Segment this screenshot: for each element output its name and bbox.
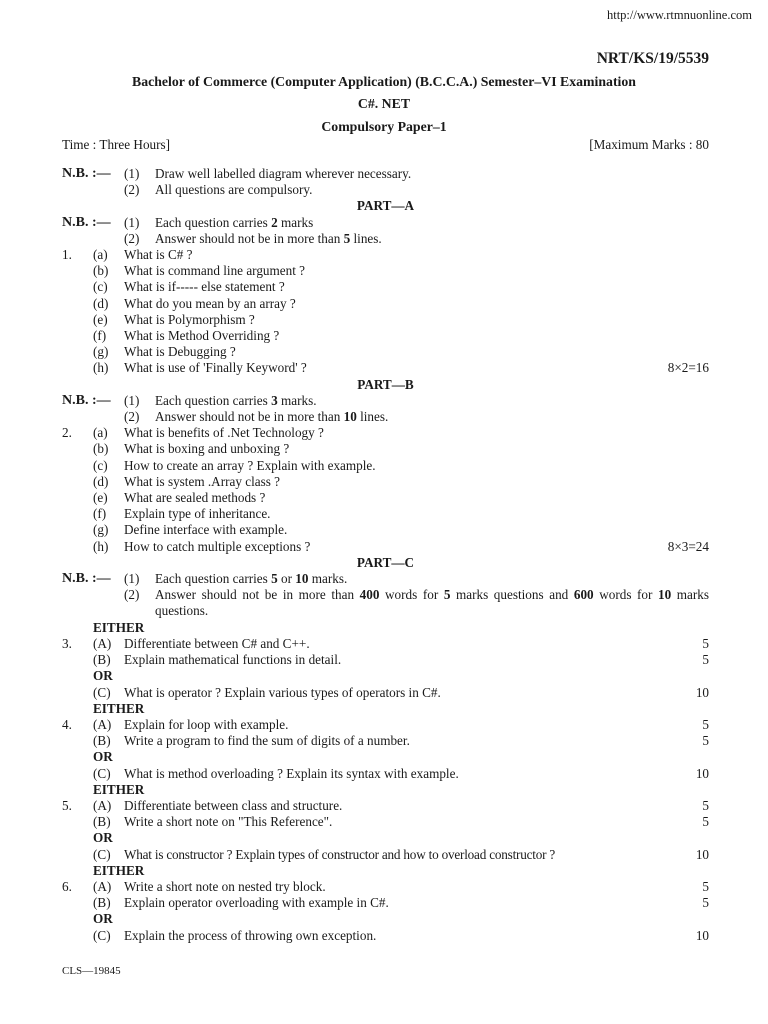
item-marks: 10 — [695, 927, 709, 943]
time-marks-line — [62, 137, 709, 153]
item-label: (A) — [93, 797, 112, 813]
question-number: 6. — [62, 878, 72, 894]
item-marks: 10 — [695, 846, 709, 862]
item-label: (a) — [93, 247, 108, 263]
part-c-note-2 — [62, 587, 709, 619]
question-item — [62, 490, 709, 506]
item-text: What is if----- else statement ? — [124, 279, 285, 295]
question-item — [62, 247, 709, 263]
item-label: (C) — [93, 846, 111, 862]
item-label: (b) — [93, 263, 109, 279]
item-label: (A) — [93, 878, 112, 894]
item-marks: 5 — [702, 716, 709, 732]
question-item — [62, 685, 709, 701]
question-number: 2. — [62, 425, 72, 441]
item-text: What is benefits of .Net Technology ? — [124, 425, 324, 441]
question-item — [62, 636, 709, 652]
item-label: (C) — [93, 765, 111, 781]
exam-title: Bachelor of Commerce (Computer Application) (B.C.C.A.) Semester–VI Examination — [132, 74, 636, 89]
note-number: (1) — [124, 571, 140, 587]
part-c-note-1 — [62, 571, 709, 587]
item-label: (B) — [93, 652, 111, 668]
note-number: (2) — [124, 182, 140, 198]
item-text: Explain the process of throwing own exception. — [124, 927, 377, 943]
general-note-2 — [62, 182, 709, 198]
note-text: Answer should not be in more than 5 lines. — [155, 230, 382, 246]
note-text: Draw well labelled diagram wherever necessary. — [155, 166, 412, 181]
note-text: Answer should not be in more than 10 lines. — [155, 409, 389, 425]
item-text: Explain type of inheritance. — [124, 506, 271, 522]
or-label: OR — [93, 830, 113, 846]
item-text: What is C# ? — [124, 247, 193, 263]
either-label: EITHER — [93, 700, 145, 716]
note-label: N.B. :— — [62, 214, 111, 230]
either-label: EITHER — [93, 781, 145, 797]
item-marks: 5 — [702, 797, 709, 813]
either-label: EITHER — [93, 619, 145, 635]
item-marks: 5 — [702, 895, 709, 911]
question-item — [62, 263, 709, 279]
item-marks: 10 — [695, 684, 709, 700]
item-label: (B) — [93, 895, 111, 911]
note-text: Each question carries 2 marks — [155, 214, 314, 230]
note-label: N.B. :— — [62, 571, 111, 587]
item-label: (f) — [93, 328, 107, 344]
item-label: (d) — [93, 295, 109, 311]
item-text: Write a short note on nested try block. — [124, 878, 326, 894]
question-item — [62, 441, 709, 457]
time-allowed: Time : Three Hours] — [62, 137, 171, 152]
item-marks: 5 — [702, 733, 709, 749]
question-item — [62, 879, 709, 895]
item-text: What is constructor ? Explain types of constructor and how to overload constructor ? — [124, 846, 556, 862]
or-label: OR — [93, 911, 113, 927]
item-label: (h) — [93, 360, 109, 376]
part-a-note-1 — [62, 215, 709, 231]
item-marks: 5 — [702, 814, 709, 830]
question-item — [62, 279, 709, 295]
item-text: Explain operator overloading with example in C#. — [124, 895, 389, 911]
note-text: Answer should not be in more than 400 words for 5 marks questions and 600 words for 10 marks questions. — [155, 587, 710, 619]
item-text: How to catch multiple exceptions ? — [124, 538, 311, 554]
item-label: (c) — [93, 457, 108, 473]
item-label: (f) — [93, 506, 107, 522]
item-marks: 10 — [695, 765, 709, 781]
item-marks: 5 — [702, 635, 709, 651]
item-text: What is Method Overriding ? — [124, 328, 280, 344]
item-text: How to create an array ? Explain with example. — [124, 457, 376, 473]
paper-code: NRT/KS/19/5539 — [596, 50, 709, 67]
note-text: Each question carries 5 or 10 marks. — [155, 571, 348, 587]
note-text: All questions are compulsory. — [155, 182, 313, 198]
item-text: What do you mean by an array ? — [124, 295, 296, 311]
question-item — [62, 847, 709, 863]
item-text: What is Polymorphism ? — [124, 311, 255, 327]
question-item — [62, 344, 709, 360]
item-label: (g) — [93, 344, 109, 360]
item-text: Write a short note on "This Reference". — [124, 814, 333, 830]
item-text: Explain for loop with example. — [124, 716, 289, 732]
question-item — [62, 312, 709, 328]
question-item — [62, 474, 709, 490]
item-label: (B) — [93, 814, 111, 830]
note-number: (1) — [124, 392, 140, 408]
question-item — [62, 652, 709, 668]
item-label: (g) — [93, 522, 109, 538]
question-item — [62, 296, 709, 312]
question-item — [62, 360, 709, 376]
part-c-title: PART—C — [356, 554, 415, 570]
item-label: (a) — [93, 425, 108, 441]
question-number: 1. — [62, 247, 72, 263]
item-label: (A) — [93, 716, 112, 732]
note-number: (2) — [124, 587, 140, 603]
or-label: OR — [93, 749, 113, 765]
question-item — [62, 928, 709, 944]
question-item — [62, 539, 709, 555]
item-text: Write a program to find the sum of digits of a number. — [124, 733, 410, 749]
item-text: What is Debugging ? — [124, 344, 236, 360]
item-text: What is boxing and unboxing ? — [124, 441, 290, 457]
note-label: N.B. :— — [62, 166, 111, 181]
item-marks: 8×2=16 — [667, 360, 709, 376]
item-label: (h) — [93, 538, 109, 554]
subject-title: C#. NET — [357, 96, 411, 111]
part-a-note-2 — [62, 231, 709, 247]
maximum-marks: [Maximum Marks : 80 — [589, 137, 709, 152]
question-item — [62, 458, 709, 474]
question-item — [62, 506, 709, 522]
question-item — [62, 798, 709, 814]
or-label: OR — [93, 668, 113, 684]
question-number: 3. — [62, 635, 72, 651]
question-item — [62, 717, 709, 733]
item-text: What is use of 'Finally Keyword' ? — [124, 360, 307, 376]
part-b-note-1 — [62, 393, 709, 409]
item-text: Explain mathematical functions in detail. — [124, 652, 342, 668]
note-number: (2) — [124, 230, 140, 246]
part-a-title: PART—A — [356, 198, 415, 214]
note-number: (1) — [124, 214, 140, 230]
question-item — [62, 328, 709, 344]
item-text: What is operator ? Explain various types of operators in C#. — [124, 684, 441, 700]
item-text: Differentiate between C# and C++. — [124, 635, 310, 651]
item-label: (C) — [93, 927, 111, 943]
item-text: What is system .Array class ? — [124, 473, 281, 489]
note-text: Each question carries 3 marks. — [155, 392, 317, 408]
source-url[interactable]: http://www.rtmnuonline.com — [606, 8, 752, 22]
question-item — [62, 814, 709, 830]
question-item — [62, 766, 709, 782]
item-text: What is method overloading ? Explain its syntax with example. — [124, 765, 459, 781]
footer-code: CLS—19845 — [62, 965, 121, 977]
item-text: What are sealed methods ? — [124, 490, 266, 506]
question-item — [62, 425, 709, 441]
item-label: (d) — [93, 473, 109, 489]
item-text: Define interface with example. — [124, 522, 288, 538]
part-b-title: PART—B — [357, 376, 414, 392]
part-b-note-2 — [62, 409, 709, 425]
question-item — [62, 733, 709, 749]
item-marks: 5 — [702, 652, 709, 668]
question-item — [62, 895, 709, 911]
question-number: 4. — [62, 716, 72, 732]
item-text: Differentiate between class and structure. — [124, 797, 343, 813]
paper-title: Compulsory Paper–1 — [321, 119, 447, 134]
note-number: (2) — [124, 409, 140, 425]
question-paper-body — [62, 166, 709, 944]
item-marks: 5 — [702, 878, 709, 894]
item-label: (b) — [93, 441, 109, 457]
item-label: (B) — [93, 733, 111, 749]
either-label: EITHER — [93, 862, 145, 878]
item-label: (A) — [93, 635, 112, 651]
question-item — [62, 522, 709, 538]
item-text: What is command line argument ? — [124, 263, 306, 279]
item-label: (e) — [93, 490, 108, 506]
note-label: N.B. :— — [62, 392, 111, 408]
note-number: (1) — [124, 166, 140, 181]
item-label: (C) — [93, 684, 111, 700]
item-label: (e) — [93, 311, 108, 327]
item-label: (c) — [93, 279, 108, 295]
general-note-1 — [62, 166, 709, 182]
item-marks: 8×3=24 — [667, 538, 709, 554]
question-number: 5. — [62, 797, 72, 813]
